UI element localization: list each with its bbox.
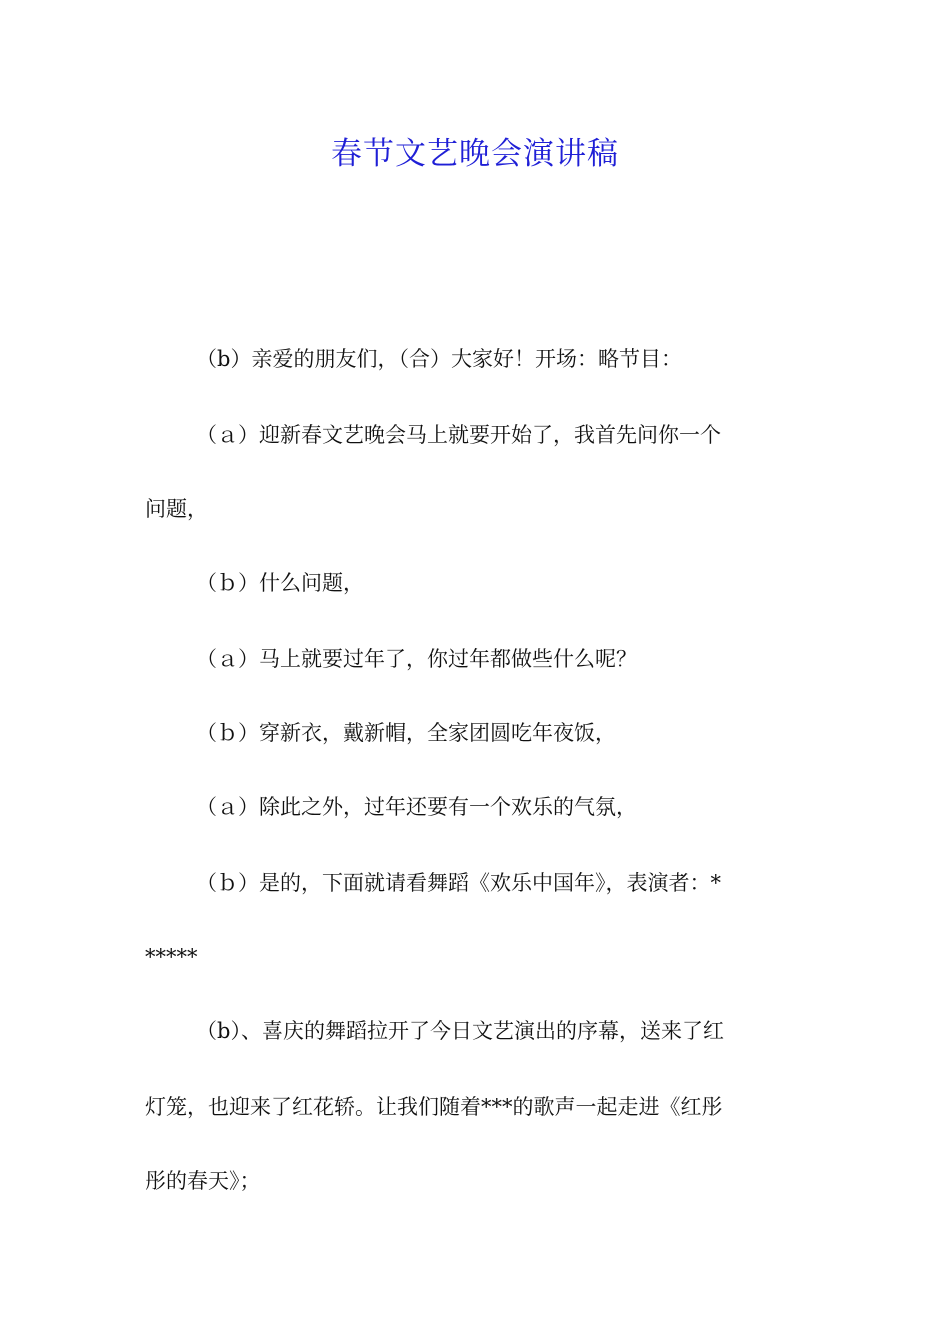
paragraph-line: （b）亲爱的朋友们，（合）大家好！开场：略节目： xyxy=(196,347,682,371)
paragraph-line: （ｂ）穿新衣，戴新帽，全家团圆吃年夜饭， xyxy=(196,721,616,745)
paragraph-line: ***** xyxy=(145,945,198,969)
paragraph-line: （b）、喜庆的舞蹈拉开了今日文艺演出的序幕，送来了红 xyxy=(196,1019,724,1043)
paragraph-line: （ａ）马上就要过年了，你过年都做些什么呢？ xyxy=(196,647,637,671)
paragraph-line: （ａ）除此之外，过年还要有一个欢乐的气氛， xyxy=(196,795,637,819)
paragraph-line: 灯笼，也迎来了红花轿。让我们随着***的歌声一起走进《红彤 xyxy=(145,1095,723,1119)
paragraph-line: （ａ）迎新春文艺晚会马上就要开始了，我首先问你一个 xyxy=(196,423,721,447)
paragraph-line: 问题， xyxy=(145,497,208,521)
document-title: 春节文艺晚会演讲稿 xyxy=(331,136,619,172)
paragraph-line: 彤的春天》； xyxy=(145,1169,261,1193)
paragraph-line: （ｂ）什么问题， xyxy=(196,571,364,595)
paragraph-line: （ｂ）是的，下面就请看舞蹈《欢乐中国年》，表演者：* xyxy=(196,871,721,895)
